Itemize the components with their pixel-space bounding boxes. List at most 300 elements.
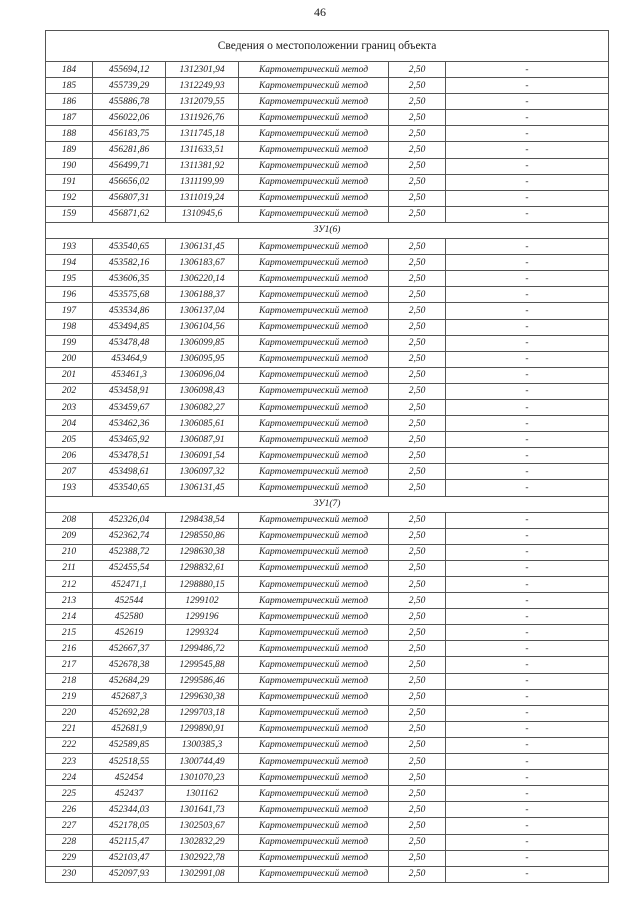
table-row: [46, 866, 609, 882]
accuracy-cell: 2,50: [389, 399, 446, 415]
method-cell: Картометрический метод: [239, 544, 389, 560]
description-cell: -: [446, 480, 609, 496]
point-number-cell: 187: [46, 110, 93, 126]
accuracy-cell: 2,50: [389, 705, 446, 721]
description-cell: -: [446, 416, 609, 432]
description-cell: -: [446, 255, 609, 271]
method-cell: Картометрический метод: [239, 206, 389, 222]
y-coordinate-cell: 1298550,86: [166, 528, 239, 544]
y-coordinate-cell: 1298832,61: [166, 560, 239, 576]
point-number-cell: 214: [46, 609, 93, 625]
table-row: [46, 480, 609, 496]
method-cell: Картометрический метод: [239, 303, 389, 319]
table-row: [46, 239, 609, 255]
point-number-cell: 199: [46, 335, 93, 351]
x-coordinate-cell: 452178,05: [93, 818, 166, 834]
x-coordinate-cell: 453540,65: [93, 239, 166, 255]
x-coordinate-cell: 453575,68: [93, 287, 166, 303]
x-coordinate-cell: 453606,35: [93, 271, 166, 287]
method-cell: Картометрический метод: [239, 432, 389, 448]
description-cell: -: [446, 641, 609, 657]
description-cell: -: [446, 190, 609, 206]
accuracy-cell: 2,50: [389, 641, 446, 657]
y-coordinate-cell: 1306082,27: [166, 399, 239, 415]
accuracy-cell: 2,50: [389, 190, 446, 206]
point-number-cell: 184: [46, 62, 93, 78]
y-coordinate-cell: 1311381,92: [166, 158, 239, 174]
accuracy-cell: 2,50: [389, 142, 446, 158]
method-cell: Картометрический метод: [239, 448, 389, 464]
y-coordinate-cell: 1306091,54: [166, 448, 239, 464]
point-number-cell: 223: [46, 754, 93, 770]
table-row: [46, 834, 609, 850]
method-cell: Картометрический метод: [239, 319, 389, 335]
table-row: [46, 673, 609, 689]
point-number-cell: 209: [46, 528, 93, 544]
method-cell: Картометрический метод: [239, 480, 389, 496]
y-coordinate-cell: 1299630,38: [166, 689, 239, 705]
method-cell: Картометрический метод: [239, 190, 389, 206]
point-number-cell: 216: [46, 641, 93, 657]
description-cell: -: [446, 689, 609, 705]
point-number-cell: 213: [46, 593, 93, 609]
x-coordinate-cell: 456499,71: [93, 158, 166, 174]
point-number-cell: 205: [46, 432, 93, 448]
x-coordinate-cell: 453458,91: [93, 383, 166, 399]
point-number-cell: 229: [46, 850, 93, 866]
accuracy-cell: 2,50: [389, 834, 446, 850]
method-cell: Картометрический метод: [239, 287, 389, 303]
y-coordinate-cell: 1299324: [166, 625, 239, 641]
section-label: ЗУ1(7): [46, 496, 609, 512]
y-coordinate-cell: 1300744,49: [166, 754, 239, 770]
table-row: [46, 126, 609, 142]
accuracy-cell: 2,50: [389, 625, 446, 641]
method-cell: Картометрический метод: [239, 721, 389, 737]
y-coordinate-cell: 1311199,99: [166, 174, 239, 190]
point-number-cell: 210: [46, 544, 93, 560]
x-coordinate-cell: 452518,55: [93, 754, 166, 770]
description-cell: -: [446, 142, 609, 158]
x-coordinate-cell: 452678,38: [93, 657, 166, 673]
description-cell: -: [446, 593, 609, 609]
method-cell: Картометрический метод: [239, 174, 389, 190]
x-coordinate-cell: 452454: [93, 770, 166, 786]
accuracy-cell: 2,50: [389, 303, 446, 319]
accuracy-cell: 2,50: [389, 560, 446, 576]
table-row: [46, 721, 609, 737]
accuracy-cell: 2,50: [389, 657, 446, 673]
table-row: [46, 512, 609, 528]
x-coordinate-cell: 455694,12: [93, 62, 166, 78]
accuracy-cell: 2,50: [389, 351, 446, 367]
table-row: [46, 544, 609, 560]
y-coordinate-cell: 1299545,88: [166, 657, 239, 673]
y-coordinate-cell: 1302503,67: [166, 818, 239, 834]
table-row: [46, 78, 609, 94]
y-coordinate-cell: 1298880,15: [166, 577, 239, 593]
table-row: [46, 416, 609, 432]
accuracy-cell: 2,50: [389, 544, 446, 560]
section-header-row: [46, 222, 609, 238]
point-number-cell: 186: [46, 94, 93, 110]
method-cell: Картометрический метод: [239, 110, 389, 126]
boundary-coordinates-table: [45, 30, 609, 883]
description-cell: -: [446, 335, 609, 351]
description-cell: -: [446, 737, 609, 753]
y-coordinate-cell: 1306137,04: [166, 303, 239, 319]
y-coordinate-cell: 1311633,51: [166, 142, 239, 158]
method-cell: Картометрический метод: [239, 866, 389, 882]
table-row: [46, 528, 609, 544]
point-number-cell: 222: [46, 737, 93, 753]
description-cell: -: [446, 351, 609, 367]
x-coordinate-cell: 453459,67: [93, 399, 166, 415]
accuracy-cell: 2,50: [389, 206, 446, 222]
table-row: [46, 271, 609, 287]
table-row: [46, 705, 609, 721]
point-number-cell: 185: [46, 78, 93, 94]
x-coordinate-cell: 452667,37: [93, 641, 166, 657]
table-row: [46, 432, 609, 448]
y-coordinate-cell: 1299586,46: [166, 673, 239, 689]
description-cell: -: [446, 239, 609, 255]
x-coordinate-cell: 452115,47: [93, 834, 166, 850]
y-coordinate-cell: 1298438,54: [166, 512, 239, 528]
accuracy-cell: 2,50: [389, 62, 446, 78]
description-cell: -: [446, 78, 609, 94]
y-coordinate-cell: 1302832,29: [166, 834, 239, 850]
point-number-cell: 224: [46, 770, 93, 786]
method-cell: Картометрический метод: [239, 625, 389, 641]
table-row: [46, 94, 609, 110]
method-cell: Картометрический метод: [239, 657, 389, 673]
y-coordinate-cell: 1306220,14: [166, 271, 239, 287]
accuracy-cell: 2,50: [389, 577, 446, 593]
y-coordinate-cell: 1306188,37: [166, 287, 239, 303]
x-coordinate-cell: 452455,54: [93, 560, 166, 576]
method-cell: Картометрический метод: [239, 335, 389, 351]
method-cell: Картометрический метод: [239, 560, 389, 576]
section-header-row: [46, 496, 609, 512]
point-number-cell: 194: [46, 255, 93, 271]
method-cell: Картометрический метод: [239, 78, 389, 94]
description-cell: -: [446, 818, 609, 834]
description-cell: -: [446, 303, 609, 319]
accuracy-cell: 2,50: [389, 110, 446, 126]
y-coordinate-cell: 1311745,18: [166, 126, 239, 142]
table-row: [46, 303, 609, 319]
method-cell: Картометрический метод: [239, 94, 389, 110]
table-row: [46, 625, 609, 641]
description-cell: -: [446, 383, 609, 399]
table-caption-row: [46, 31, 609, 62]
method-cell: Картометрический метод: [239, 528, 389, 544]
table-row: [46, 158, 609, 174]
accuracy-cell: 2,50: [389, 383, 446, 399]
method-cell: Картометрический метод: [239, 641, 389, 657]
accuracy-cell: 2,50: [389, 239, 446, 255]
description-cell: -: [446, 705, 609, 721]
x-coordinate-cell: 453582,16: [93, 255, 166, 271]
x-coordinate-cell: 452362,74: [93, 528, 166, 544]
point-number-cell: 204: [46, 416, 93, 432]
y-coordinate-cell: 1306131,45: [166, 239, 239, 255]
description-cell: -: [446, 512, 609, 528]
point-number-cell: 203: [46, 399, 93, 415]
description-cell: -: [446, 271, 609, 287]
method-cell: Картометрический метод: [239, 416, 389, 432]
y-coordinate-cell: 1312301,94: [166, 62, 239, 78]
x-coordinate-cell: 452619: [93, 625, 166, 641]
description-cell: -: [446, 319, 609, 335]
point-number-cell: 211: [46, 560, 93, 576]
method-cell: Картометрический метод: [239, 158, 389, 174]
table-row: [46, 367, 609, 383]
x-coordinate-cell: 453464,9: [93, 351, 166, 367]
page-number: 46: [314, 5, 326, 19]
table-row: [46, 641, 609, 657]
x-coordinate-cell: 453494,85: [93, 319, 166, 335]
description-cell: -: [446, 367, 609, 383]
description-cell: -: [446, 126, 609, 142]
accuracy-cell: 2,50: [389, 126, 446, 142]
description-cell: -: [446, 786, 609, 802]
x-coordinate-cell: 456022,06: [93, 110, 166, 126]
table-row: [46, 190, 609, 206]
accuracy-cell: 2,50: [389, 448, 446, 464]
y-coordinate-cell: 1306183,67: [166, 255, 239, 271]
x-coordinate-cell: 452589,85: [93, 737, 166, 753]
point-number-cell: 193: [46, 480, 93, 496]
x-coordinate-cell: 453462,36: [93, 416, 166, 432]
description-cell: -: [446, 94, 609, 110]
accuracy-cell: 2,50: [389, 528, 446, 544]
description-cell: -: [446, 834, 609, 850]
accuracy-cell: 2,50: [389, 78, 446, 94]
point-number-cell: 188: [46, 126, 93, 142]
table-row: [46, 399, 609, 415]
description-cell: -: [446, 432, 609, 448]
accuracy-cell: 2,50: [389, 721, 446, 737]
accuracy-cell: 2,50: [389, 593, 446, 609]
table-row: [46, 383, 609, 399]
description-cell: -: [446, 866, 609, 882]
accuracy-cell: 2,50: [389, 94, 446, 110]
description-cell: -: [446, 850, 609, 866]
x-coordinate-cell: 456183,75: [93, 126, 166, 142]
accuracy-cell: 2,50: [389, 319, 446, 335]
accuracy-cell: 2,50: [389, 464, 446, 480]
y-coordinate-cell: 1312079,55: [166, 94, 239, 110]
x-coordinate-cell: 453534,86: [93, 303, 166, 319]
description-cell: -: [446, 544, 609, 560]
accuracy-cell: 2,50: [389, 158, 446, 174]
method-cell: Картометрический метод: [239, 850, 389, 866]
y-coordinate-cell: 1306087,91: [166, 432, 239, 448]
method-cell: Картометрический метод: [239, 818, 389, 834]
table-row: [46, 802, 609, 818]
table-row: [46, 818, 609, 834]
description-cell: -: [446, 802, 609, 818]
method-cell: Картометрический метод: [239, 271, 389, 287]
method-cell: Картометрический метод: [239, 705, 389, 721]
x-coordinate-cell: 452437: [93, 786, 166, 802]
table-row: [46, 577, 609, 593]
point-number-cell: 220: [46, 705, 93, 721]
description-cell: -: [446, 110, 609, 126]
point-number-cell: 218: [46, 673, 93, 689]
method-cell: Картометрический метод: [239, 770, 389, 786]
method-cell: Картометрический метод: [239, 464, 389, 480]
x-coordinate-cell: 453465,92: [93, 432, 166, 448]
description-cell: -: [446, 721, 609, 737]
method-cell: Картометрический метод: [239, 577, 389, 593]
accuracy-cell: 2,50: [389, 512, 446, 528]
x-coordinate-cell: 453498,61: [93, 464, 166, 480]
accuracy-cell: 2,50: [389, 689, 446, 705]
accuracy-cell: 2,50: [389, 850, 446, 866]
y-coordinate-cell: 1301070,23: [166, 770, 239, 786]
y-coordinate-cell: 1306095,95: [166, 351, 239, 367]
accuracy-cell: 2,50: [389, 754, 446, 770]
description-cell: -: [446, 657, 609, 673]
y-coordinate-cell: 1311926,76: [166, 110, 239, 126]
point-number-cell: 189: [46, 142, 93, 158]
point-number-cell: 201: [46, 367, 93, 383]
x-coordinate-cell: 452684,29: [93, 673, 166, 689]
accuracy-cell: 2,50: [389, 786, 446, 802]
x-coordinate-cell: 455739,29: [93, 78, 166, 94]
accuracy-cell: 2,50: [389, 416, 446, 432]
accuracy-cell: 2,50: [389, 480, 446, 496]
method-cell: Картометрический метод: [239, 142, 389, 158]
accuracy-cell: 2,50: [389, 770, 446, 786]
table-row: [46, 142, 609, 158]
y-coordinate-cell: 1299890,91: [166, 721, 239, 737]
x-coordinate-cell: 453461,3: [93, 367, 166, 383]
y-coordinate-cell: 1299196: [166, 609, 239, 625]
description-cell: -: [446, 528, 609, 544]
point-number-cell: 226: [46, 802, 93, 818]
accuracy-cell: 2,50: [389, 335, 446, 351]
table-body: [46, 31, 609, 883]
x-coordinate-cell: 456281,86: [93, 142, 166, 158]
point-number-cell: 207: [46, 464, 93, 480]
y-coordinate-cell: 1306096,04: [166, 367, 239, 383]
table-caption: Сведения о местоположении границ объекта: [46, 31, 609, 62]
point-number-cell: 192: [46, 190, 93, 206]
method-cell: Картометрический метод: [239, 786, 389, 802]
point-number-cell: 196: [46, 287, 93, 303]
point-number-cell: 228: [46, 834, 93, 850]
point-number-cell: 215: [46, 625, 93, 641]
description-cell: -: [446, 754, 609, 770]
table-row: [46, 335, 609, 351]
table-row: [46, 770, 609, 786]
x-coordinate-cell: 456871,62: [93, 206, 166, 222]
method-cell: Картометрический метод: [239, 609, 389, 625]
description-cell: -: [446, 577, 609, 593]
method-cell: Картометрический метод: [239, 593, 389, 609]
table-row: [46, 255, 609, 271]
point-number-cell: 200: [46, 351, 93, 367]
point-number-cell: 202: [46, 383, 93, 399]
y-coordinate-cell: 1306131,45: [166, 480, 239, 496]
x-coordinate-cell: 452687,3: [93, 689, 166, 705]
method-cell: Картометрический метод: [239, 62, 389, 78]
y-coordinate-cell: 1310945,6: [166, 206, 239, 222]
point-number-cell: 190: [46, 158, 93, 174]
x-coordinate-cell: 452471,1: [93, 577, 166, 593]
description-cell: -: [446, 770, 609, 786]
y-coordinate-cell: 1306099,85: [166, 335, 239, 351]
table-row: [46, 174, 609, 190]
y-coordinate-cell: 1306104,56: [166, 319, 239, 335]
x-coordinate-cell: 452692,28: [93, 705, 166, 721]
table-row: [46, 657, 609, 673]
accuracy-cell: 2,50: [389, 432, 446, 448]
method-cell: Картометрический метод: [239, 673, 389, 689]
accuracy-cell: 2,50: [389, 287, 446, 303]
point-number-cell: 221: [46, 721, 93, 737]
table-row: [46, 206, 609, 222]
accuracy-cell: 2,50: [389, 609, 446, 625]
x-coordinate-cell: 452681,9: [93, 721, 166, 737]
description-cell: -: [446, 287, 609, 303]
y-coordinate-cell: 1299703,18: [166, 705, 239, 721]
x-coordinate-cell: 452580: [93, 609, 166, 625]
method-cell: Картометрический метод: [239, 351, 389, 367]
point-number-cell: 197: [46, 303, 93, 319]
table-row: [46, 737, 609, 753]
x-coordinate-cell: 452326,04: [93, 512, 166, 528]
table-row: [46, 786, 609, 802]
accuracy-cell: 2,50: [389, 174, 446, 190]
point-number-cell: 217: [46, 657, 93, 673]
x-coordinate-cell: 456807,31: [93, 190, 166, 206]
x-coordinate-cell: 452344,03: [93, 802, 166, 818]
y-coordinate-cell: 1302922,78: [166, 850, 239, 866]
table-row: [46, 560, 609, 576]
table-row: [46, 448, 609, 464]
section-label: ЗУ1(6): [46, 222, 609, 238]
method-cell: Картометрический метод: [239, 399, 389, 415]
description-cell: -: [446, 625, 609, 641]
description-cell: -: [446, 62, 609, 78]
method-cell: Картометрический метод: [239, 834, 389, 850]
point-number-cell: 159: [46, 206, 93, 222]
description-cell: -: [446, 673, 609, 689]
point-number-cell: 191: [46, 174, 93, 190]
y-coordinate-cell: 1302991,08: [166, 866, 239, 882]
y-coordinate-cell: 1298630,38: [166, 544, 239, 560]
method-cell: Картометрический метод: [239, 255, 389, 271]
x-coordinate-cell: 453478,51: [93, 448, 166, 464]
description-cell: -: [446, 464, 609, 480]
x-coordinate-cell: 452103,47: [93, 850, 166, 866]
point-number-cell: 206: [46, 448, 93, 464]
accuracy-cell: 2,50: [389, 737, 446, 753]
y-coordinate-cell: 1301162: [166, 786, 239, 802]
y-coordinate-cell: 1306097,32: [166, 464, 239, 480]
method-cell: Картометрический метод: [239, 754, 389, 770]
y-coordinate-cell: 1312249,93: [166, 78, 239, 94]
x-coordinate-cell: 452388,72: [93, 544, 166, 560]
table-row: [46, 689, 609, 705]
table-row: [46, 593, 609, 609]
x-coordinate-cell: 453478,48: [93, 335, 166, 351]
